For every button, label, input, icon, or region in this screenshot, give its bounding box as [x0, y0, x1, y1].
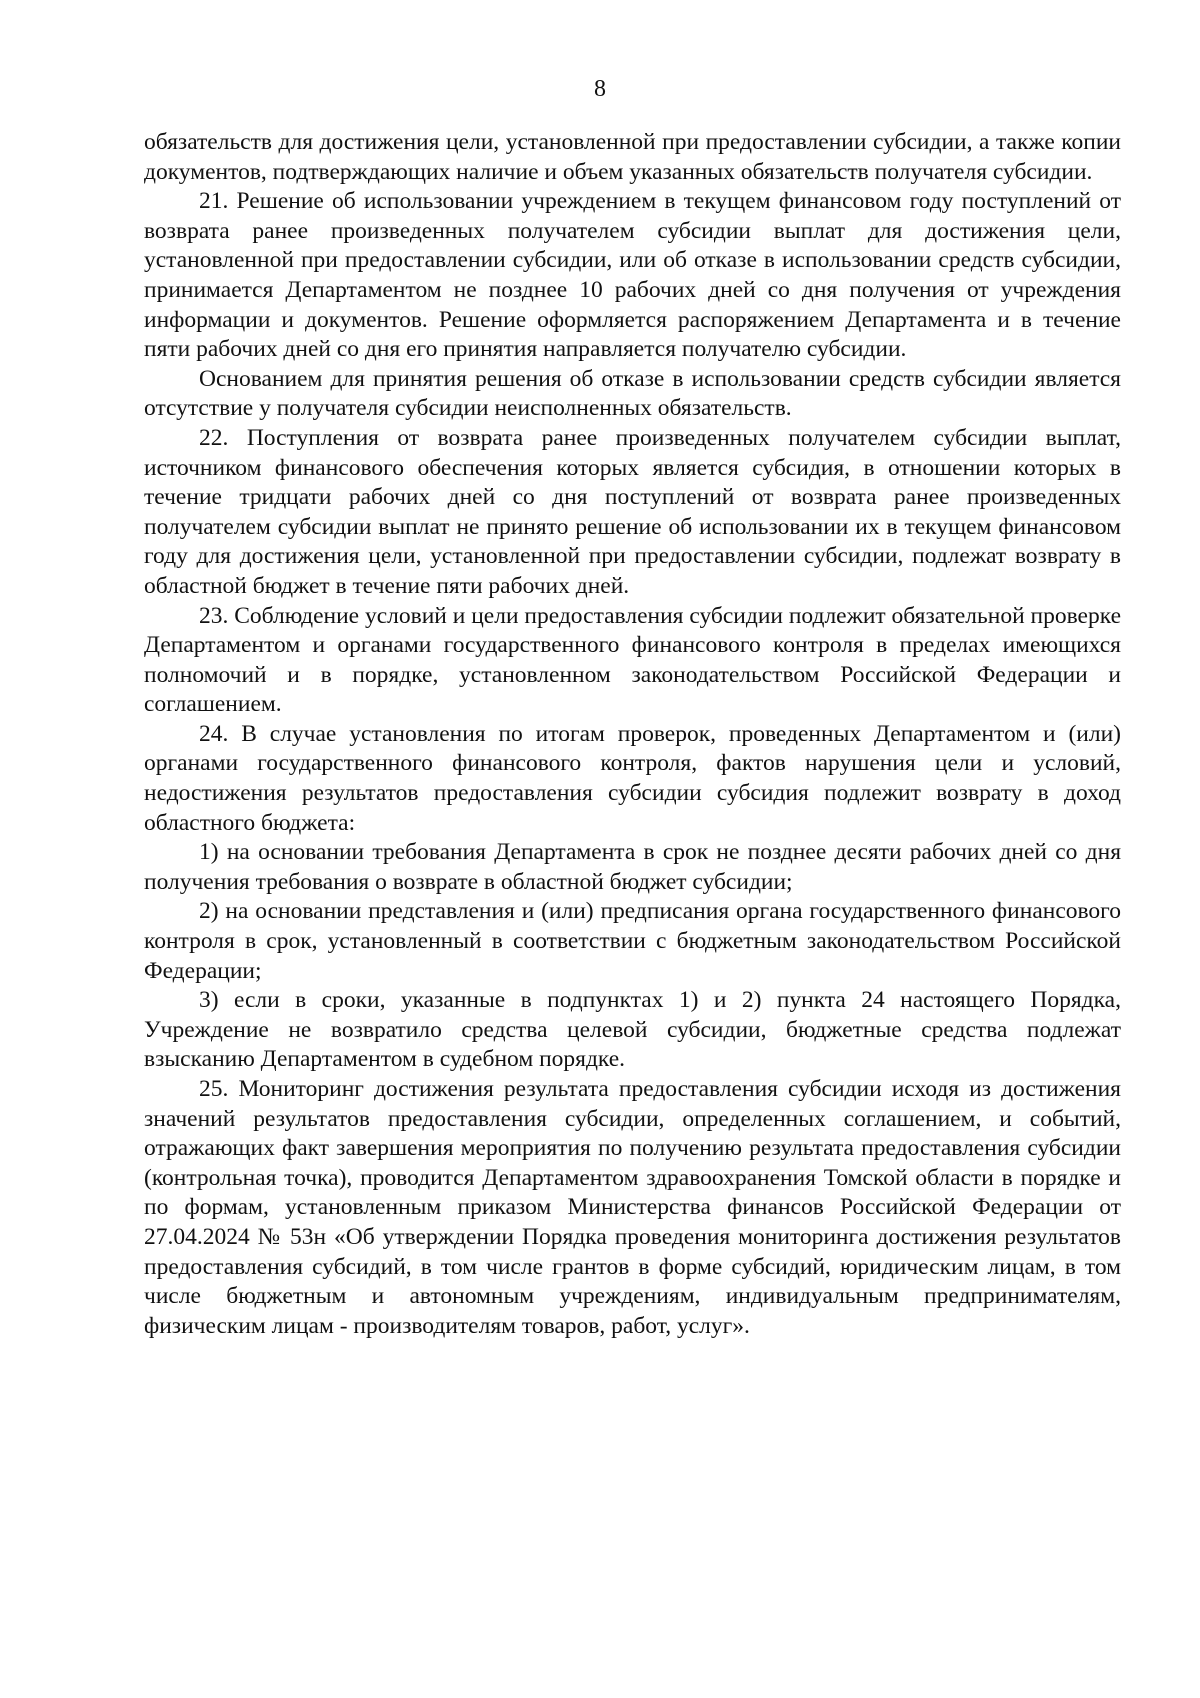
- document-body: [144, 128, 1121, 1341]
- page-number: 8: [594, 76, 606, 102]
- paragraph-continuation: обязательств для достижения цели, установленной при предоставлении субсидии, а также копии документов, подтверждающих наличие и объем указанных обязательств получателя субсидии.: [144, 129, 1121, 185]
- paragraph-refusal-grounds: Основанием для принятия решения об отказе в использовании средств субсидии является отсутствие у получателя субсидии неисполненных обязательств.: [144, 365, 1121, 422]
- paragraph-item-22: 22. Поступления от возврата ранее произведенных получателем субсидии выплат, источником финансового обеспечения которых является субсидия, в отношении которых в течение тридцати рабочих дней со дня поступлений от возврата ранее произведенных получателем субсидии выплат не принято решение об использовании их в текущем финансовом году для достижения цели, установленной при предоставлении субсидии, подлежат возврату в областной бюджет в течение пяти рабочих дней.: [144, 424, 1121, 599]
- paragraph-item-25: 25. Мониторинг достижения результата предоставления субсидии исходя из достижения значений результатов предоставления субсидии, определенных соглашением, и событий, отражающих факт завершения мероприятия по получению результата предоставления субсидии (контрольная точка), проводится Департаментом здравоохранения Томской области в порядке и по формам, установленным приказом Министерства финансов Российской Федерации от 27.04.2024 № 53н «Об утверждении Порядка проведения мониторинга достижения результатов предоставления субсидий, в том числе грантов в форме субсидий, юридическим лицам, в том числе бюджетным и автономным учреждениям, индивидуальным предпринимателям, физическим лицам - производителям товаров, работ, услуг».: [144, 1076, 1121, 1339]
- paragraph-item-23: 23. Соблюдение условий и цели предоставления субсидии подлежит обязательной проверке Департаментом и органами государственного финансового контроля в пределах имеющихся полномочий и в порядке, установленном законодательством Российской Федерации и соглашением.: [144, 602, 1121, 718]
- subparagraph-24-1: 1) на основании требования Департамента в срок не позднее десяти рабочих дней со дня получения требования о возврате в областной бюджет субсидии;: [144, 839, 1121, 895]
- paragraph-item-24: 24. В случае установления по итогам проверок, проведенных Департаментом и (или) органами государственного финансового контроля, фактов нарушения цели и условий, недостижения результатов предоставления субсидии субсидия подлежит возврату в доход областного бюджета:: [144, 720, 1121, 836]
- subparagraph-24-3: 3) если в сроки, указанные в подпунктах 1) и 2) пункта 24 настоящего Порядка, Учреждение не возвратило средства целевой субсидии, бюджетные средства подлежат взысканию Департаментом в судебном порядке.: [144, 987, 1121, 1073]
- paragraph-item-21: 21. Решение об использовании учреждением в текущем финансовом году поступлений от возврата ранее произведенных получателем субсидии выплат для достижения цели, установленной при предоставлении субсидии, или об отказе в использовании средств субсидии, принимается Департаментом не позднее 10 рабочих дней со дня получения от учреждения информации и документов. Решение оформляется распоряжением Департамента и в течение пяти рабочих дней со дня его принятия направляется получателю субсидии.: [144, 188, 1121, 363]
- subparagraph-24-2: 2) на основании представления и (или) предписания органа государственного финансового контроля в срок, установленный в соответствии с бюджетным законодательством Российской Федерации;: [144, 898, 1121, 984]
